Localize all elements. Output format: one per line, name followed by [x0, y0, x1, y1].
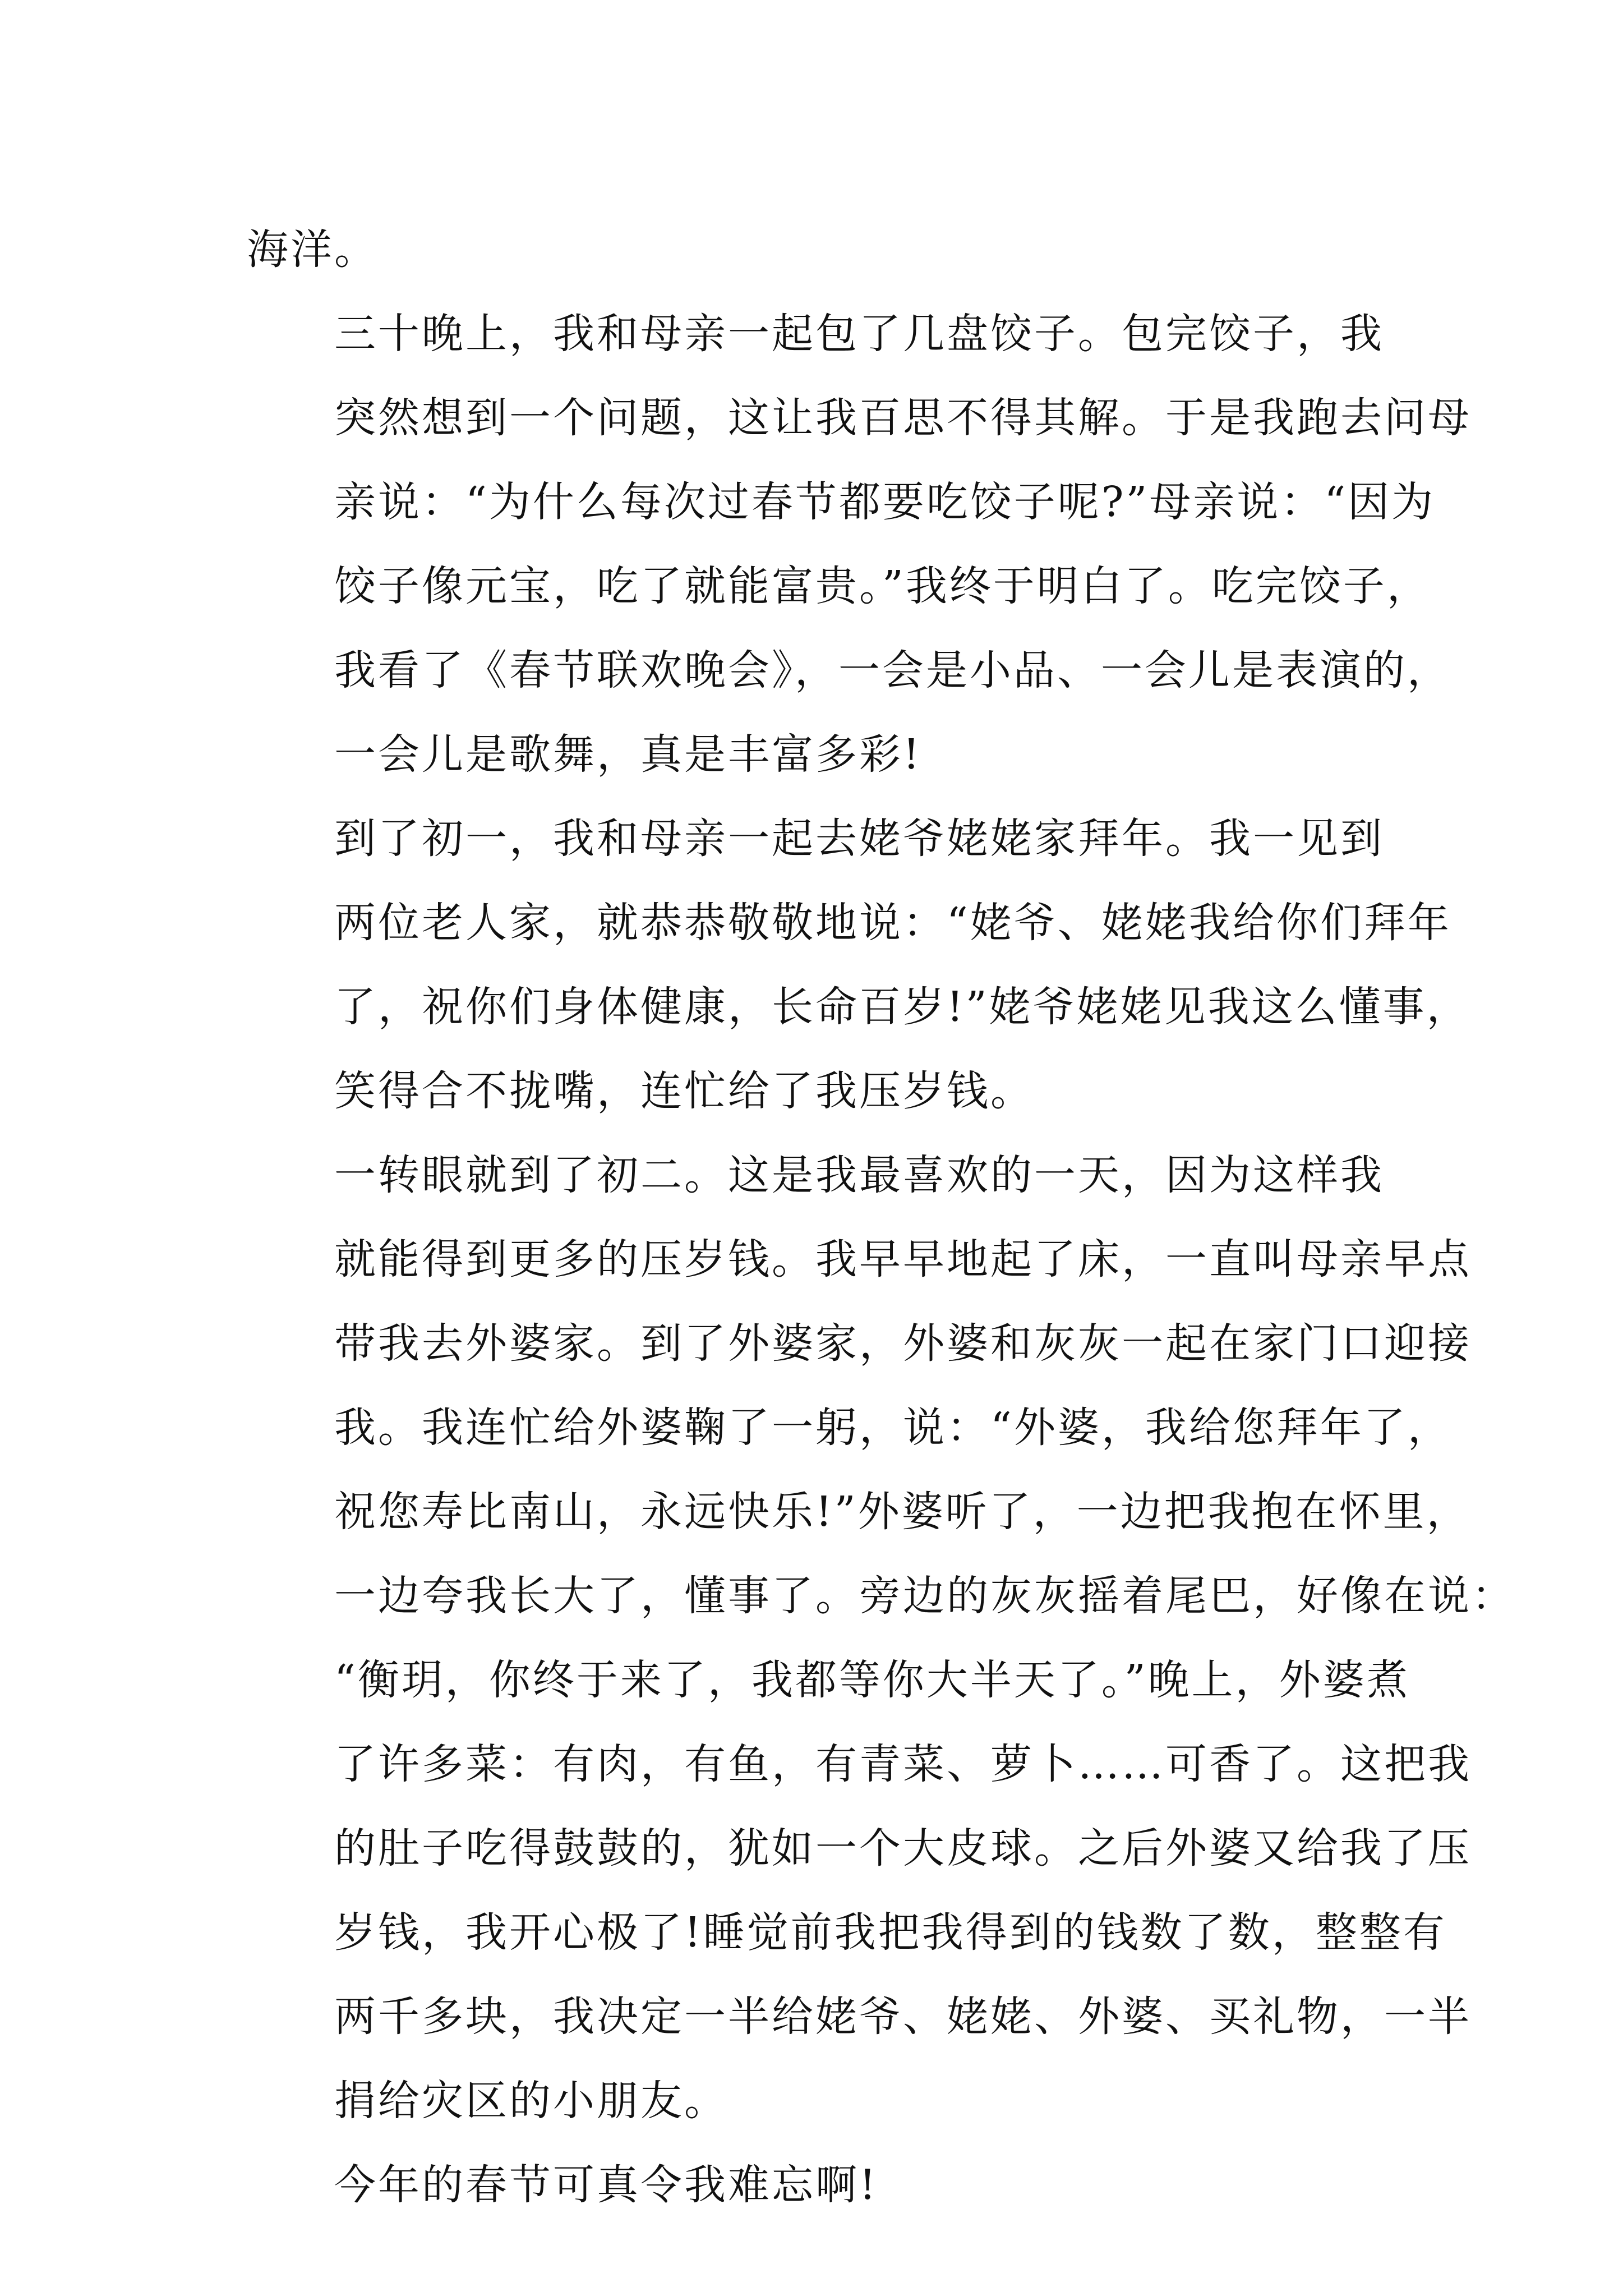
text-line: 今年的春节可真令我难忘啊!	[334, 2161, 878, 2209]
text-line: 一会儿是歌舞，真是丰富多彩!	[334, 730, 922, 779]
paragraph-1	[247, 208, 1402, 292]
text-line: 三十晚上，我和母亲一起包了几盘饺子。包完饺子，我	[334, 310, 1384, 358]
text-line: 海洋。	[247, 226, 378, 274]
text-line: 一边夸我长大了，懂事了。旁边的灰灰摇着尾巴，好像在说：	[334, 1572, 1515, 1620]
text-line: 饺子像元宝，吃了就能富贵。”我终于明白了。吃完饺子，	[334, 562, 1431, 610]
text-line: 两位老人家，就恭恭敬敬地说：“姥爷、姥姥我给你们拜年	[334, 899, 1451, 947]
paragraph-4	[247, 1133, 1515, 2143]
text-line: 我。我连忙给外婆鞠了一躬，说：“外婆，我给您拜年了，	[334, 1404, 1451, 1452]
text-line: 就能得到更多的压岁钱。我早早地起了床，一直叫母亲早点	[334, 1235, 1472, 1283]
text-line: 笑得合不拢嘴，连忙给了我压岁钱。	[334, 1067, 1034, 1115]
text-line: 一转眼就到了初二。这是我最喜欢的一天，因为这样我	[334, 1151, 1384, 1199]
text-line: 了许多菜：有肉，有鱼，有青菜、萝卜……可香了。这把我	[334, 1740, 1472, 1788]
paragraph-3	[247, 797, 1470, 1133]
text-line: 捐给灾区的小朋友。	[334, 2077, 728, 2125]
paragraph-2	[247, 292, 1472, 797]
text-line: 了，祝你们身体健康，长命百岁!”姥爷姥姥见我这么懂事，	[334, 983, 1470, 1031]
text-line: 到了初一，我和母亲一起去姥爷姥姥家拜年。我一见到	[334, 815, 1384, 863]
text-line: 突然想到一个问题，这让我百思不得其解。于是我跑去问母	[334, 394, 1472, 442]
text-line: 祝您寿比南山，永远快乐!”外婆听了，一边把我抱在怀里，	[334, 1488, 1470, 1536]
paragraph-5	[247, 2143, 1402, 2227]
text-line: 带我去外婆家。到了外婆家，外婆和灰灰一起在家门口迎接	[334, 1319, 1472, 1368]
text-line: 岁钱，我开心极了!睡觉前我把我得到的钱数了数，整整有	[334, 1908, 1447, 1957]
text-line: 的肚子吃得鼓鼓的，犹如一个大皮球。之后外婆又给我了压	[334, 1824, 1472, 1872]
text-line: 两千多块，我决定一半给姥爷、姥姥、外婆、买礼物，一半	[334, 1993, 1472, 2041]
text-line: “衡玥，你终于来了，我都等你大半天了。”晚上，外婆煮	[334, 1656, 1410, 1704]
text-line: 亲说：“为什么每次过春节都要吃饺子呢?”母亲说：“因为	[334, 478, 1436, 526]
text-line: 我看了《春节联欢晚会》，一会是小品、一会儿是表演的，	[334, 646, 1451, 694]
document-body	[247, 208, 1515, 2227]
